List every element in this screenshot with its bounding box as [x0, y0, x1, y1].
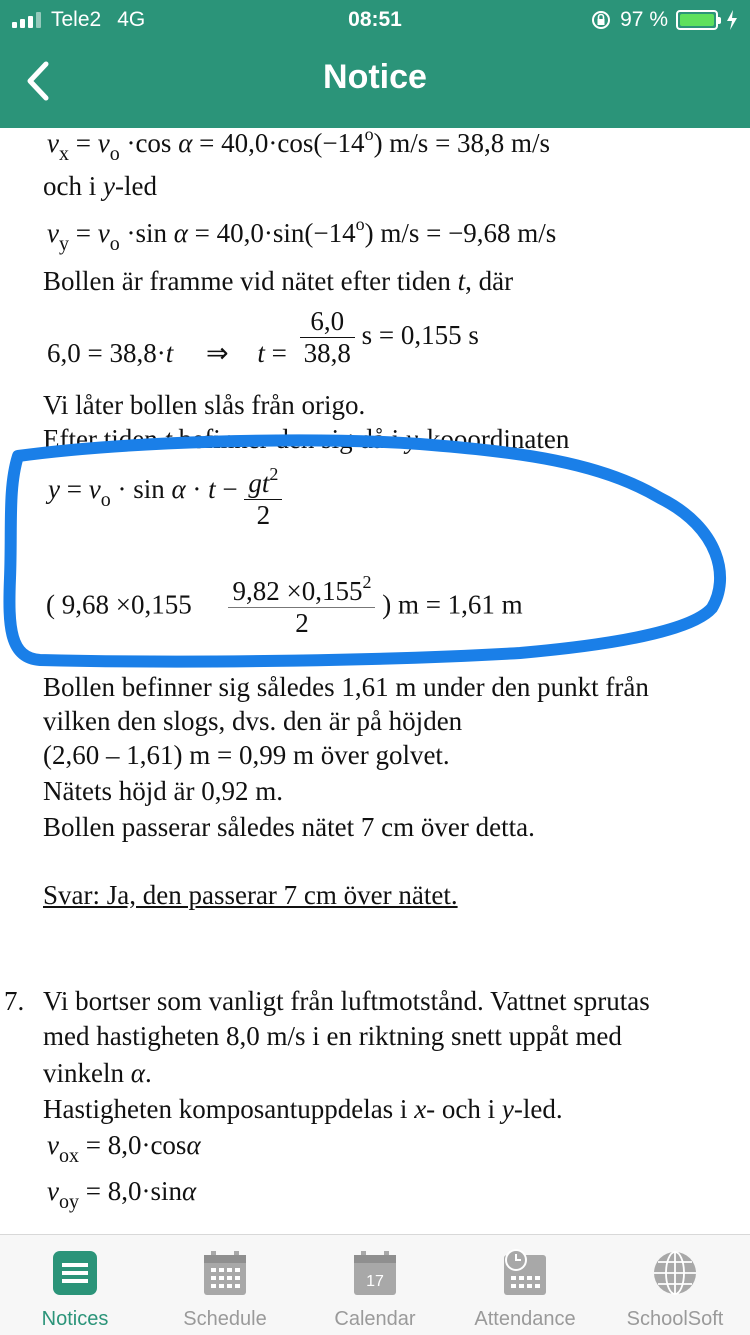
- charging-icon: [726, 10, 738, 30]
- text-line: med hastigheten 8,0 m/s i en riktning snett uppåt med: [43, 1021, 622, 1051]
- attendance-icon: [501, 1249, 549, 1297]
- tab-schoolsoft[interactable]: SchoolSoft: [600, 1235, 750, 1335]
- calendar-icon: [351, 1249, 399, 1297]
- text-line: Bollen befinner sig således 1,61 m under den punkt från: [43, 672, 649, 702]
- globe-icon: [651, 1249, 699, 1297]
- battery-percent: 97 %: [620, 8, 668, 31]
- carrier-label: Tele2: [51, 8, 102, 31]
- text-line: vinkeln α.: [43, 1058, 152, 1088]
- top-bar: [0, 0, 750, 128]
- tab-notices[interactable]: Notices: [0, 1235, 150, 1335]
- text-line: Vi låter bollen slås från origo.: [43, 390, 366, 420]
- notice-document: [0, 128, 750, 1234]
- tab-calendar[interactable]: 17 Calendar: [300, 1235, 450, 1335]
- notices-icon: [51, 1249, 99, 1297]
- vox-equation: $v_{ox} = 8,0\cdot\cos\alpha$: [47, 1130, 201, 1167]
- text-line: och i y-led: [43, 171, 157, 201]
- calc-equation: ( 9,68 ×0,155 $\frac{9,82 \times 0,155^2}{2}$ ) m = 1,61 m: [46, 572, 523, 638]
- rotation-lock-icon: [590, 9, 612, 31]
- answer-line: Svar: Ja, den passerar 7 cm över nätet.: [43, 880, 458, 910]
- vy-equation: $v_y = v_o \cdot\sin$ $\alpha = 40,0\cdot\sin(-14^o) m/s = -9,68$ m/s: [47, 214, 557, 255]
- question-number: 7.: [4, 986, 25, 1016]
- network-label: 4G: [117, 8, 146, 31]
- tab-attendance[interactable]: Attendance: [450, 1235, 600, 1335]
- text-line: Bollen passerar således nätet 7 cm över detta.: [43, 812, 535, 842]
- text-line: Vi bortser som vanligt från luftmotstånd. Vattnet sprutas: [43, 986, 650, 1016]
- battery-icon: [676, 10, 718, 30]
- schedule-icon: [201, 1249, 249, 1297]
- voy-equation: $v_{oy} = 8,0\cdot\sin\alpha$: [47, 1176, 197, 1213]
- text-line: Bollen är framme vid nätet efter tiden t, där: [43, 266, 514, 296]
- vx-equation: $v_x = v_o \cdot\cos$ $\alpha = 40,0\cdot\cos(-14^o) m/s = 38,8$ m/s: [47, 128, 551, 165]
- text-line: vilken den slogs, dvs. den är på höjden: [43, 706, 463, 736]
- tab-schedule[interactable]: Schedule: [150, 1235, 300, 1335]
- text-line: Nätets höjd är 0,92 m.: [43, 776, 283, 806]
- text-line: Efter tiden t befinner den sig då i y-kooordinaten: [43, 424, 570, 454]
- text-line: Hastigheten komposantuppdelas i x- och i y-led.: [43, 1094, 563, 1124]
- hand-drawn-highlight: [0, 428, 750, 688]
- y-equation: $y = v_o \cdot \sin \alpha \cdot t$ − $\frac{gt^2}{2}$: [48, 468, 282, 531]
- text-line: (2,60 – 1,61) m = 0,99 m över golvet.: [43, 740, 450, 770]
- page-title: Notice: [323, 58, 427, 96]
- status-time: 08:51: [348, 8, 402, 31]
- bottom-tab-bar: [0, 1234, 750, 1335]
- status-bar: [0, 0, 750, 40]
- time-equation: 6,0 = 38,8·t ⇒ t = $\frac{6,0}{38,8}$ s = 0,155 s: [47, 306, 479, 368]
- calendar-day-number: 17: [366, 1273, 384, 1290]
